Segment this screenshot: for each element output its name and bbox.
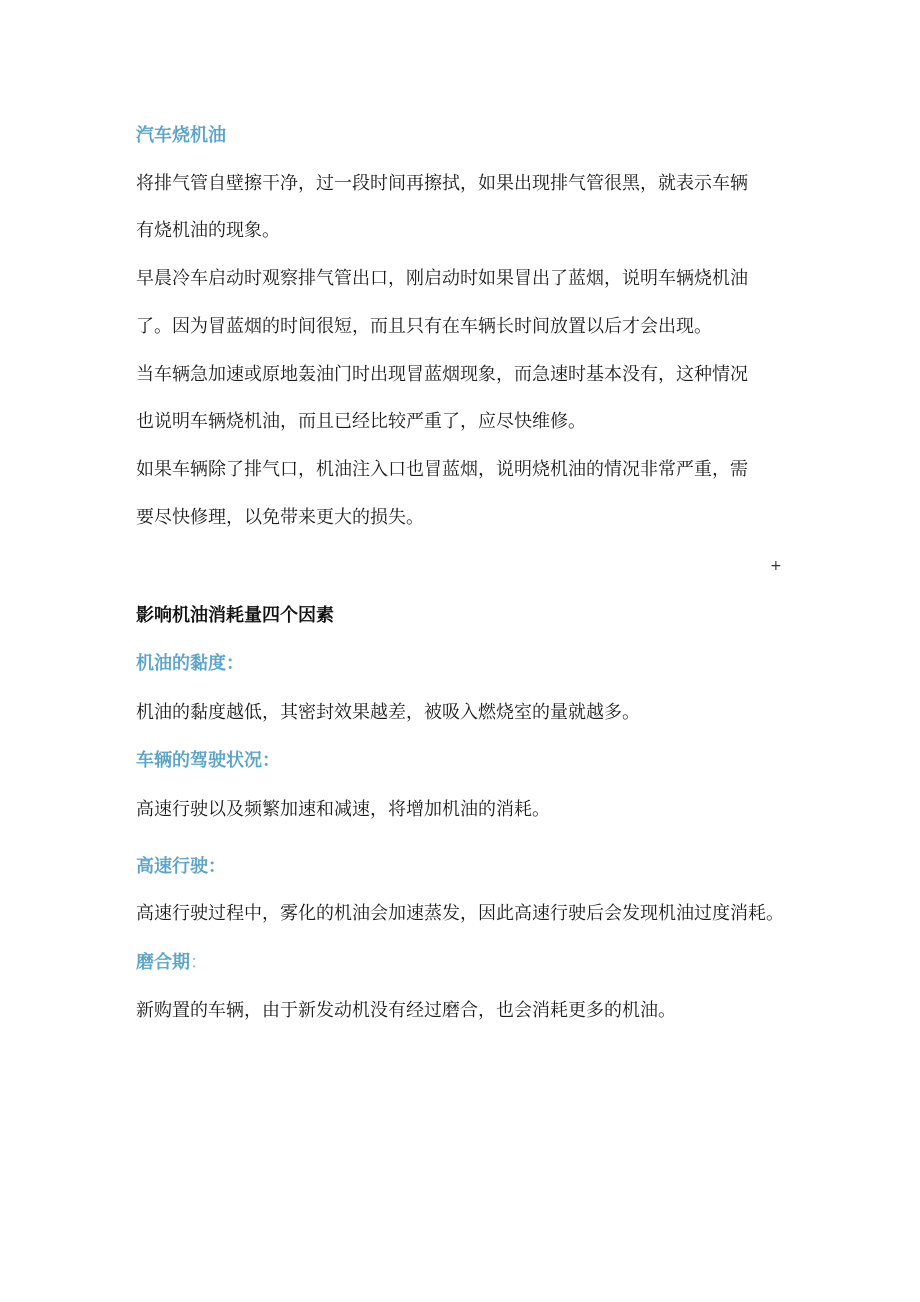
paragraph-1-line-2: 有烧机油的现象。: [136, 220, 280, 241]
factor-text-break-in-period: 新购置的车辆，由于新发动机没有经过磨合，也会消耗更多的机油。: [136, 1000, 676, 1021]
section-heading-oil-consumption-factors: 影响机油消耗量四个因素: [136, 605, 334, 626]
factor-title-viscosity: 机油的黏度：: [136, 653, 244, 674]
paragraph-4-line-1: 如果车辆除了排气口，机油注入口也冒蓝烟，说明烧机油的情况非常严重，需: [136, 459, 748, 480]
paragraph-1-line-1: 将排气管自壁擦干净，过一段时间再擦拭，如果出现排气管很黑，就表示车辆: [136, 173, 748, 194]
paragraph-3-line-2: 也说明车辆烧机油，而且已经比较严重了，应尽快维修。: [136, 411, 586, 432]
factor-text-viscosity: 机油的黏度越低，其密封效果越差，被吸入燃烧室的量就越多。: [136, 702, 640, 723]
paragraph-2-line-1: 早晨冷车启动时观察排气管出口，刚启动时如果冒出了蓝烟，说明车辆烧机油: [136, 268, 748, 289]
factor-title-break-in-period-colon: ：: [190, 952, 208, 973]
section-heading-oil-burning: 汽车烧机油: [136, 125, 226, 146]
paragraph-4-line-2: 要尽快修理，以免带来更大的损失。: [136, 507, 424, 528]
paragraph-3-line-1: 当车辆急加速或原地轰油门时出现冒蓝烟现象，而急速时基本没有，这种情况: [136, 364, 748, 385]
factor-title-break-in-period: [136, 951, 208, 975]
plus-marker: +: [770, 558, 782, 574]
paragraph-2-line-2: 了。因为冒蓝烟的时间很短，而且只有在车辆长时间放置以后才会出现。: [136, 316, 712, 337]
factor-text-driving-condition: 高速行驶以及频繁加速和减速，将增加机油的消耗。: [136, 799, 550, 820]
factor-title-driving-condition: 车辆的驾驶状况：: [136, 750, 280, 771]
factor-title-break-in-period-label: 磨合期: [136, 952, 190, 973]
factor-title-high-speed: 高速行驶：: [136, 856, 226, 877]
factor-text-high-speed: 高速行驶过程中，雾化的机油会加速蒸发，因此高速行驶后会发现机油过度消耗。: [136, 903, 784, 924]
